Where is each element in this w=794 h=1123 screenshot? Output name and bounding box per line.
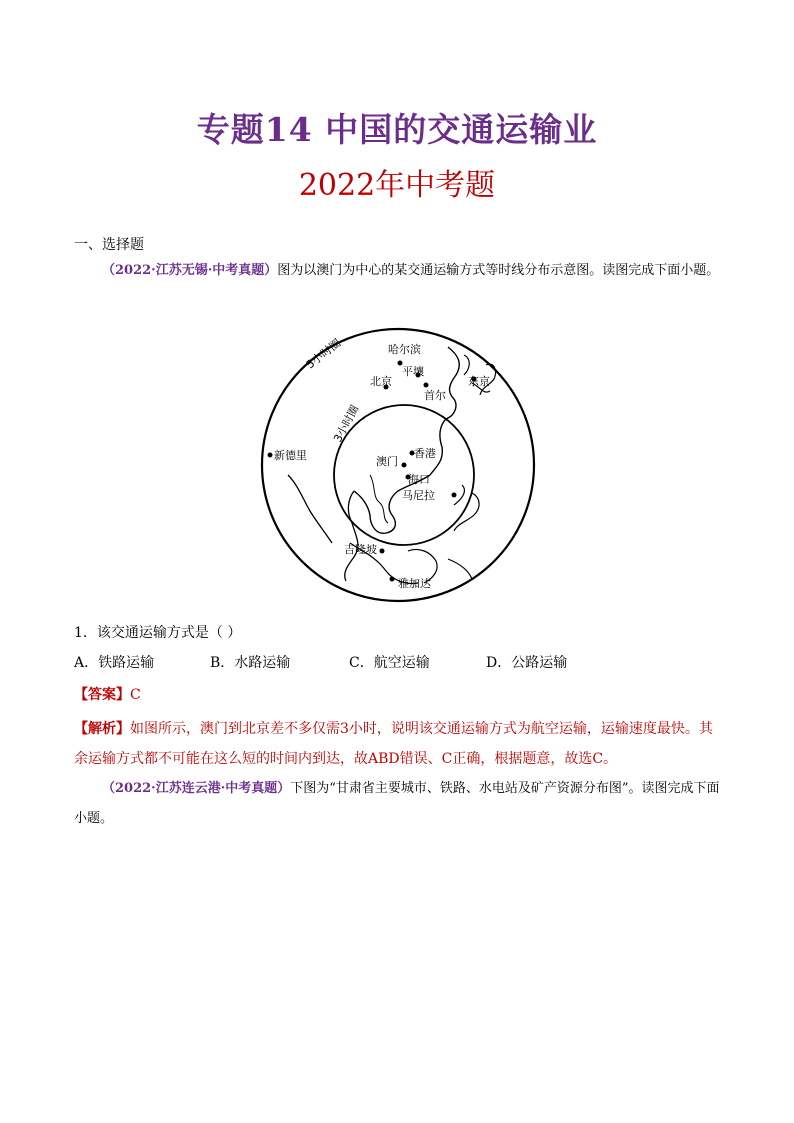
inner-ring-label: 3小时圈 [331, 402, 362, 445]
city-dot-manila [452, 493, 457, 498]
city-dot-seoul [424, 383, 429, 388]
passage-2-text: 下图为“甘肃省主要城市、铁路、水电站及矿产资源分布图”。读图完成下面小题。 [74, 781, 720, 826]
city-dot-kuala-lumpur [380, 549, 385, 554]
option-a: A．铁路运输 [74, 655, 155, 671]
city-label-haikou: 海口 [408, 473, 430, 486]
isochrone-map [258, 325, 538, 605]
answer-tag: 【答案】 [74, 687, 130, 703]
city-dot-new-delhi [268, 453, 273, 458]
passage-2 [74, 774, 724, 834]
city-label-seoul: 首尔 [424, 389, 446, 402]
inner-isochrone-ring [334, 405, 474, 545]
city-label-new-delhi: 新德里 [274, 449, 307, 462]
city-dot-jakarta [390, 577, 395, 582]
city-label-jakarta: 雅加达 [398, 577, 431, 590]
city-dot-macau [402, 463, 407, 468]
section-heading: 一、选择题 [74, 237, 144, 253]
city-label-kuala-lumpur: 吉隆坡 [344, 543, 377, 556]
city-label-hong-kong: 香港 [414, 447, 436, 460]
answer-line [74, 684, 141, 704]
outer-isochrone-ring [262, 329, 534, 601]
page-title: 专题14 中国的交通运输业 [196, 110, 598, 149]
page-subtitle: 2022年中考题 [298, 168, 496, 203]
analysis-tag: 【解析】 [74, 721, 130, 737]
analysis-block [74, 714, 726, 774]
passage-1-text: 图为以澳门为中心的某交通运输方式等时线分布示意图。读图完成下面小题。 [277, 263, 720, 278]
passage-1 [74, 256, 724, 286]
analysis-text: 如图所示，澳门到北京差不多仅需3小时，说明该交通运输方式为航空运输，运输速度最快。其余运输方式都不可能在这么短的时间内到达，故ABD错误、C正确，根据题意，故选C。 [74, 721, 713, 767]
city-label-macau: 澳门 [376, 455, 398, 468]
city-label-pyongyang: 平壤 [402, 365, 424, 378]
passage-1-source: （2022·江苏无锡·中考真题） [102, 263, 278, 278]
question-1-stem: 1．该交通运输方式是（ ） [74, 625, 242, 641]
hainan-coast [370, 475, 388, 523]
south-asia-coast [288, 475, 358, 581]
city-label-manila: 马尼拉 [402, 489, 435, 502]
city-label-tokyo: 东京 [468, 375, 490, 388]
option-c: C．航空运输 [349, 655, 430, 671]
option-d: D．公路运输 [486, 655, 568, 671]
answer-value: C [130, 687, 141, 703]
outer-ring-label: 5小时圈 [303, 336, 344, 372]
option-b: B．水路运输 [210, 655, 291, 671]
passage-2-source: （2022·江苏连云港·中考真题） [102, 781, 291, 796]
city-label-harbin: 哈尔滨 [388, 343, 421, 356]
city-label-beijing: 北京 [370, 375, 392, 388]
